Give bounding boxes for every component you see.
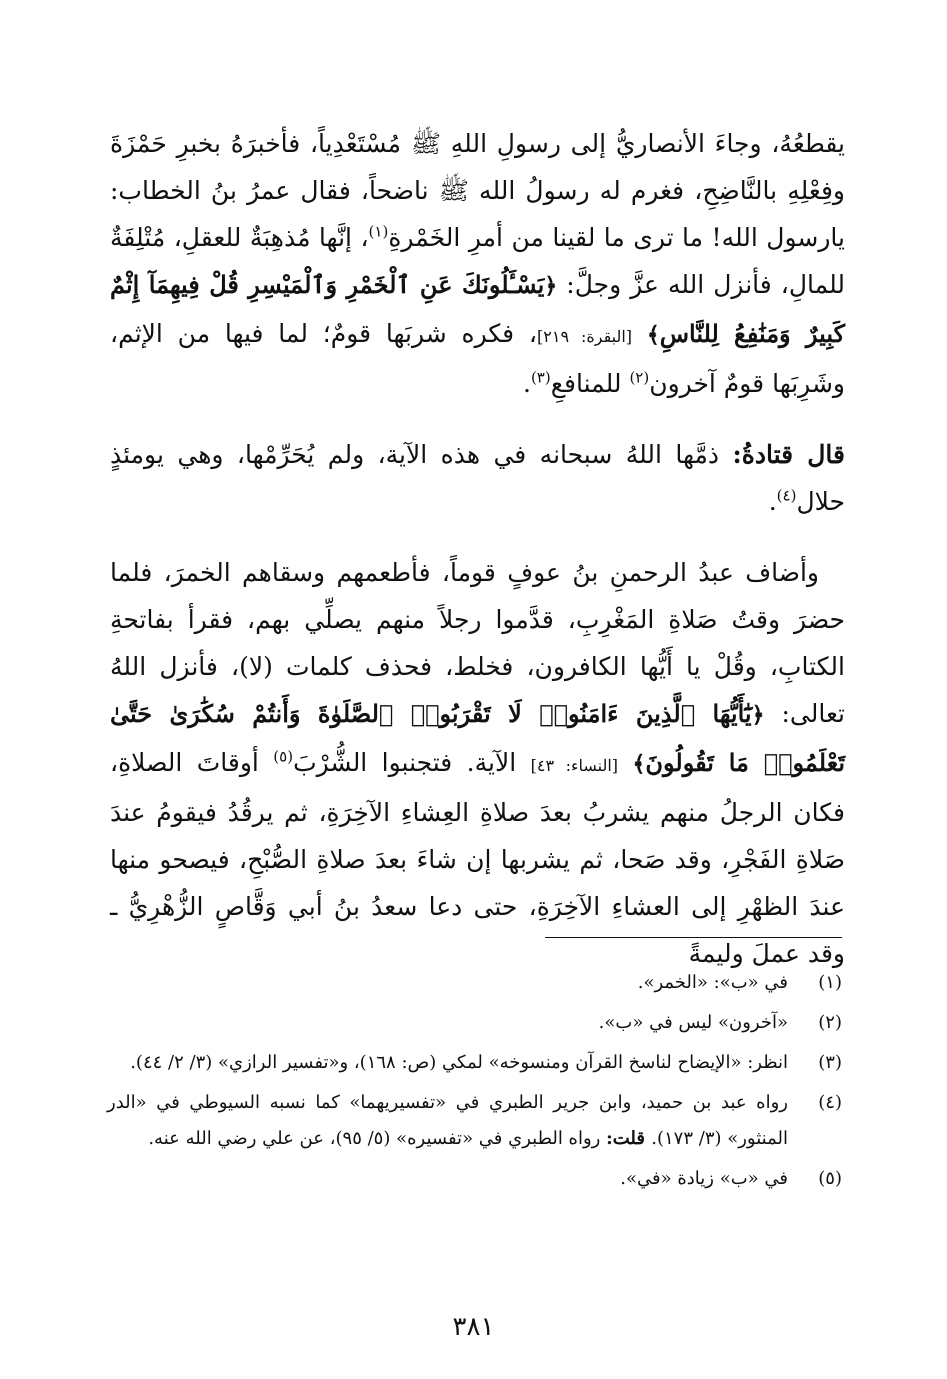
quran-verse: يَسْـَٔلُونَكَ عَنِ ٱلْخَمْرِ وَٱلْمَيْسِرِ قُلْ فِيهِمَآ إِثْمٌ كَبِيرٌ وَمَنَٰفِعُ لِلنَّاسِ — [110, 270, 845, 348]
footnote-ref: (٥) — [273, 747, 294, 766]
text: . — [522, 369, 531, 398]
footnote-ref: (١) — [368, 222, 389, 241]
ornate-bracket-open: ﴿ — [751, 702, 765, 728]
quran-verse: يَٰٓأَيُّهَا ٱلَّذِينَ ءَامَنُوا۟ لَا تَقْرَبُوا۟ ٱلصَّلَوٰةَ وَأَنتُمْ سُكَٰرَىٰ حَتَّىٰ تَعْلَمُوا۟ مَا تَقُولُونَ — [110, 699, 846, 777]
footnote-text: في «ب»: «الخمر». — [637, 972, 788, 993]
paragraph-3 — [110, 549, 845, 977]
footnote-text: في «ب» زيادة «في». — [620, 1168, 788, 1189]
footnote-ref: (٣) — [530, 368, 551, 387]
footnote-text: «آخرون» ليس في «ب». — [598, 1012, 788, 1033]
text: . — [768, 487, 777, 516]
page-number: ٣٨١ — [452, 1312, 495, 1342]
emphasis: قلت: — [606, 1128, 652, 1149]
paragraph-1 — [110, 120, 845, 407]
text: ، فكره شربَها قومٌ؛ لما فيها من الإثم، وشَرِبَها قومٌ آخرون — [110, 319, 845, 398]
text: يقطعُهُ، وجاءَ الأنصاريُّ إلى رسولِ اللهِ ﷺ مُسْتَعْدِياً، فأخبرَهُ بخبرِ حَمْزَةَ وفِعْلِهِ بالنَّاضِحِ، فغرم له رسولُ الله ﷺ ناضحاً، فقال عمرُ بنُ الخطاب: يارسول الله! ما ترى ما لقينا من أمرِ الخَمْرةِ — [110, 129, 845, 252]
ornate-bracket-close: ﴾ — [632, 751, 646, 777]
text: رواه عبد بن حميد، وابن جرير الطبري في «تفسيريهما» كما نسبه السيوطي في «الدر المنثور» (٣/ ١٧٣). — [107, 1092, 788, 1149]
footnote — [107, 965, 842, 1001]
text: ذمَّها اللهُ سبحانه في هذه الآية، ولم يُحَرِّمْها، وهي يومئذٍ حلال — [110, 440, 845, 516]
verse-reference: [البقرة: ٢١٩] — [537, 327, 633, 346]
footnote-number: (٣) — [818, 1052, 842, 1073]
verse-reference: [النساء: ٤٣] — [530, 756, 619, 775]
footnote-ref: (٢) — [629, 368, 650, 387]
footnote-ref: (٤) — [776, 486, 797, 505]
footnote — [107, 1161, 842, 1197]
footnote-number: (١) — [818, 972, 842, 993]
text: ، إنَّها مُذهِبَةٌ للعقلِ، مُتْلِفَةٌ للمالِ، فأنزل الله عزَّ وجلَّ: — [110, 223, 845, 299]
footnote-text: انظر: «الإيضاح لناسخ القرآن ومنسوخه» لمكي (ص: ١٦٨)، و«تفسير الرازي» (٣/ ٢/ ٤٤). — [130, 1052, 788, 1073]
footnote-number: (٤) — [818, 1092, 842, 1113]
text: للمنافعِ — [550, 369, 630, 398]
footnote — [107, 1005, 842, 1041]
ornate-bracket-open: ﴿ — [544, 273, 558, 299]
ornate-bracket-close: ﴾ — [646, 322, 660, 348]
paragraph-2 — [110, 431, 845, 525]
footnote — [107, 1045, 842, 1081]
footnotes — [107, 965, 842, 1201]
text: رواه الطبري في «تفسيره» (٥/ ٩٥)، عن علي رضي الله عنه. — [148, 1128, 607, 1149]
main-text — [110, 120, 845, 977]
footnote-text — [107, 1085, 788, 1157]
text: أوقاتَ الصلاةِ، فكان الرجلُ منهم يشربُ بعدَ صلاةِ العِشاءِ الآخِرَةِ، ثم يرقُدُ فيقومُ عندَ صَلاةِ الفَجْرِ، وقد صَحا، ثم يشربها إن شاءَ بعدَ صلاةِ الصُّبْحِ، فيصحو منها عندَ الظهْرِ إلى العشاءِ الآخِرَةِ، حتى دعا سعدُ بنُ أبي وَقَّاصٍ الزُّهْرِيُّ ـ وقد عملَ وليمةً — [110, 748, 845, 968]
footnote-number: (٥) — [818, 1168, 842, 1189]
text: الآية. فتجنبوا الشُّرْبَ — [293, 748, 531, 777]
speaker-label: قال قتادةُ: — [732, 440, 845, 469]
text: وأضاف عبدُ الرحمنِ بنُ عوفٍ قوماً، فأطعمهم وسقاهم الخمرَ، فلما حضرَ وقتُ صَلاةِ المَغْرِبِ، قدَّموا رجلاً منهم يصلِّي بهم، فقرأ بفاتحةِ الكتابِ، وقُلْ يا أَيُّها الكافرون، فخلط، فحذف كلمات (لا)، فأنزل اللهُ تعالى: — [110, 558, 846, 728]
footnote-separator — [545, 937, 842, 938]
footnote-number: (٢) — [818, 1012, 842, 1033]
footnote — [107, 1085, 842, 1157]
